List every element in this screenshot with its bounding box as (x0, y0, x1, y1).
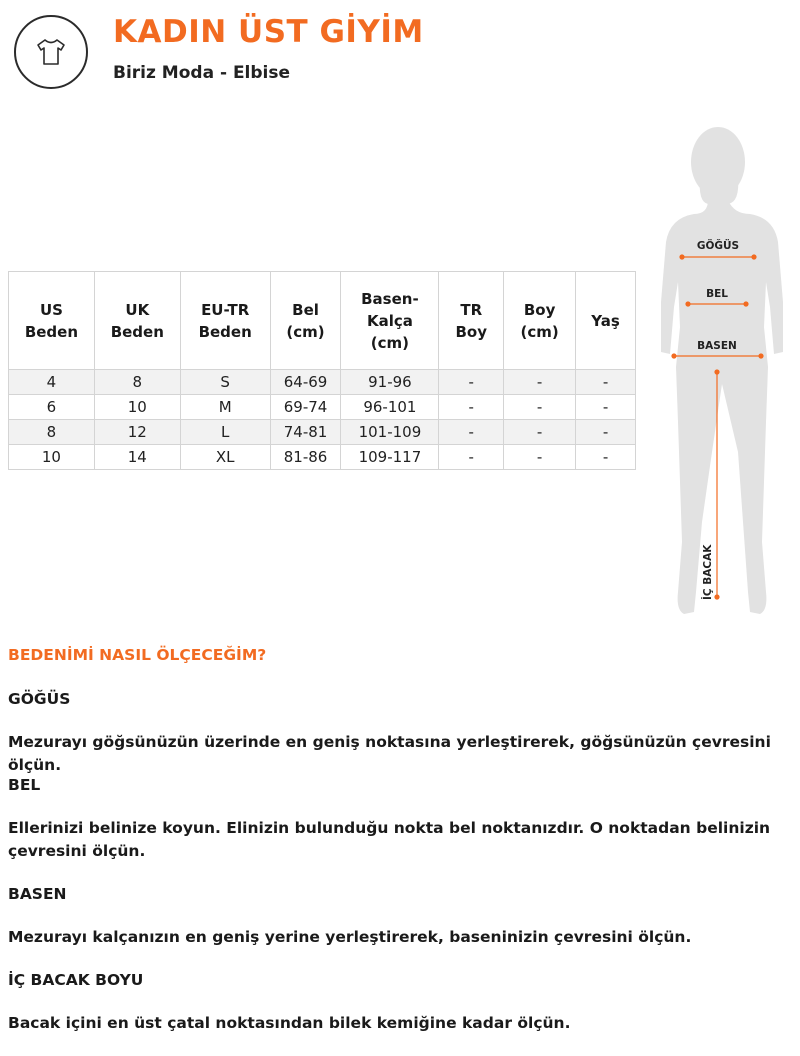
table-header-row (9, 272, 636, 370)
page-title: KADIN ÜST GİYİM (113, 14, 424, 50)
page-subtitle: Biriz Moda - Elbise (113, 63, 291, 83)
table-cell: - (504, 420, 576, 445)
table-cell: - (504, 370, 576, 395)
chest-heading: GÖĞÜS (8, 690, 71, 708)
table-cell: S (180, 370, 270, 395)
table-cell: - (576, 370, 636, 395)
table-row (9, 370, 636, 395)
table-cell: - (576, 395, 636, 420)
table-cell: 10 (9, 445, 95, 470)
col-header-tr-height: TR Boy (439, 272, 504, 370)
table-cell: - (576, 420, 636, 445)
table-cell: 96-101 (341, 395, 439, 420)
col-header-age: Yaş (576, 272, 636, 370)
table-cell: 14 (94, 445, 180, 470)
inseam-label: İÇ BACAK (702, 544, 714, 600)
guide-title: BEDENİMİ NASIL ÖLÇECEĞİM? (8, 646, 267, 664)
chest-text: Mezurayı göğsünüzün üzerinde en geniş noktasına yerleştirerek, göğsünüzün çevresini ölçün. (8, 733, 771, 774)
col-header-uk: UK Beden (94, 272, 180, 370)
table-cell: 91-96 (341, 370, 439, 395)
chest-label: GÖĞÜS (696, 240, 740, 252)
table-cell: - (439, 370, 504, 395)
table-cell: - (439, 445, 504, 470)
table-cell: - (439, 420, 504, 445)
table-row (9, 395, 636, 420)
table-cell: 8 (9, 420, 95, 445)
size-table (8, 271, 636, 470)
body-silhouette (650, 122, 795, 622)
waist-heading: BEL (8, 776, 41, 794)
tshirt-icon-badge (14, 15, 88, 89)
table-cell: 6 (9, 395, 95, 420)
table-cell: 64-69 (270, 370, 341, 395)
col-header-height: Boy (cm) (504, 272, 576, 370)
hip-heading: BASEN (8, 885, 67, 903)
col-header-eu-tr: EU-TR Beden (180, 272, 270, 370)
table-cell: 10 (94, 395, 180, 420)
table-cell: - (504, 445, 576, 470)
table-cell: 8 (94, 370, 180, 395)
table-row (9, 420, 636, 445)
table-cell: 101-109 (341, 420, 439, 445)
table-cell: 4 (9, 370, 95, 395)
table-cell: - (576, 445, 636, 470)
col-header-us: US Beden (9, 272, 95, 370)
table-cell: 81-86 (270, 445, 341, 470)
hip-label: BASEN (697, 340, 737, 352)
col-header-waist: Bel (cm) (270, 272, 341, 370)
table-cell: 69-74 (270, 395, 341, 420)
table-cell: 74-81 (270, 420, 341, 445)
waist-label: BEL (706, 288, 728, 300)
inseam-heading: İÇ BACAK BOYU (8, 971, 144, 989)
tshirt-icon (34, 35, 68, 69)
waist-text: Ellerinizi belinize koyun. Elinizin bulunduğu nokta bel noktanızdır. O noktadan belinizin çevresini ölçün. (8, 819, 771, 860)
table-cell: - (504, 395, 576, 420)
col-header-hip: Basen- Kalça (cm) (341, 272, 439, 370)
measurement-figure (650, 122, 795, 622)
hip-text: Mezurayı kalçanızın en geniş yerine yerleştirerek, baseninizin çevresini ölçün. (8, 928, 692, 946)
table-cell: 12 (94, 420, 180, 445)
table-cell: M (180, 395, 270, 420)
inseam-text: Bacak içini en üst çatal noktasından bilek kemiğine kadar ölçün. (8, 1014, 571, 1032)
table-cell: 109-117 (341, 445, 439, 470)
table-cell: - (439, 395, 504, 420)
table-cell: L (180, 420, 270, 445)
table-cell: XL (180, 445, 270, 470)
table-row (9, 445, 636, 470)
